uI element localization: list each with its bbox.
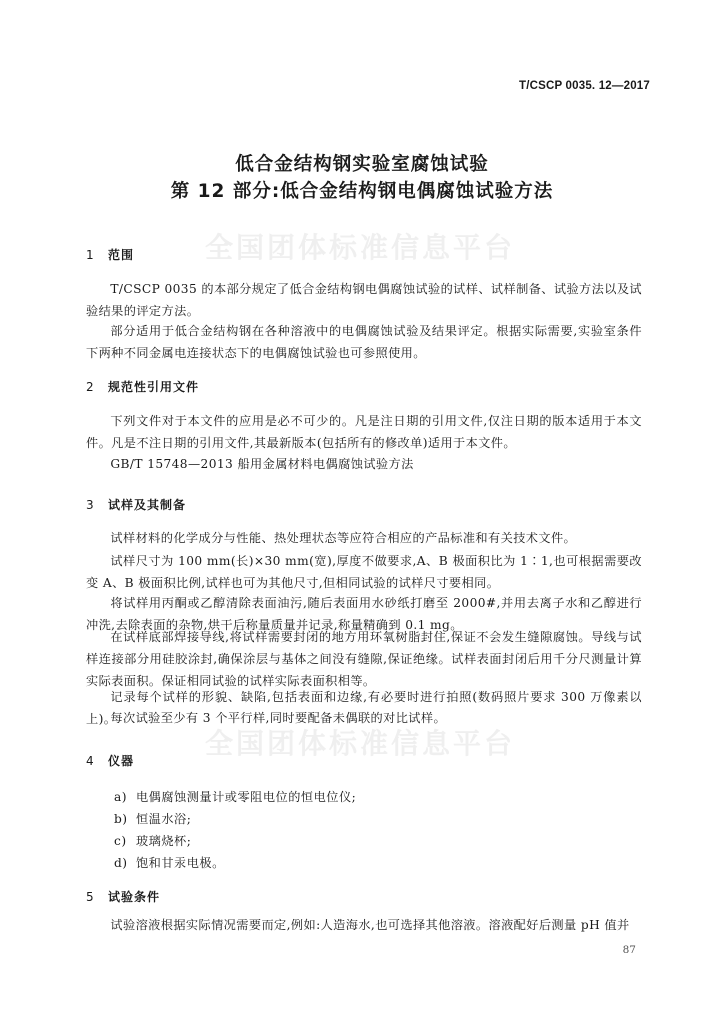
list-item bbox=[114, 854, 225, 871]
paragraph: 部分适用于低合金结构钢在各种溶液中的电偶腐蚀试验及结果评定。根据实际需要,实验室条件下两种不同金属电连接状态下的电偶腐蚀试验也可参照使用。 bbox=[86, 324, 642, 360]
list-item-text: 玻璃烧杯; bbox=[136, 834, 192, 848]
list-marker: c) bbox=[114, 834, 127, 848]
section-title: 范围 bbox=[108, 248, 135, 262]
section-number: 5 bbox=[86, 890, 94, 904]
section-number: 2 bbox=[86, 380, 94, 394]
section-heading bbox=[86, 496, 186, 513]
list-item-text: 饱和甘汞电极。 bbox=[136, 856, 225, 870]
paragraph: 试样材料的化学成分与性能、热处理状态等应符合相应的产品标准和有关技术文件。 bbox=[110, 531, 577, 545]
section-title: 试样及其制备 bbox=[108, 498, 187, 512]
paragraph: 每次试验至少有 3 个平行样,同时要配备未偶联的对比试样。 bbox=[110, 711, 447, 725]
section-number: 3 bbox=[86, 498, 94, 512]
reference-entry: GB/T 15748—2013 船用金属材料电偶腐蚀试验方法 bbox=[110, 457, 414, 471]
standard-code: T/CSCP 0035. 12—2017 bbox=[518, 80, 650, 92]
section-heading bbox=[86, 888, 160, 905]
paragraph: 记录每个试样的形貌、缺陷,包括表面和边缘,有必要时进行拍照(数码照片要求 300 万像素以上)。 bbox=[86, 690, 642, 726]
paragraph: 在试样底部焊接导线,将试样需要封闭的地方用环氧树脂封住,保证不会发生缝隙腐蚀。导线与试样连接部分用硅胶涂封,确保涂层与基体之间没有缝隙,保证绝缘。试样表面封闭后用千分尺测量计算实际表面积。保证相同试验的试样实际表面积相等。 bbox=[86, 630, 642, 688]
section-number: 1 bbox=[86, 248, 94, 262]
watermark-text: 全国团体标准信息平台 bbox=[204, 727, 515, 760]
document-subtitle: 第 12 部分:低合金结构钢电偶腐蚀试验方法 bbox=[170, 181, 554, 202]
paragraph: T/CSCP 0035 的本部分规定了低合金结构钢电偶腐蚀试验的试样、试样制备、试验方法以及试验结果的评定方法。 bbox=[86, 282, 642, 318]
section-title: 仪器 bbox=[108, 754, 135, 768]
paragraph: 试验溶液根据实际情况需要而定,例如:人造海水,也可选择其他溶液。溶液配好后测量 pH 值并 bbox=[110, 918, 630, 932]
section-number: 4 bbox=[86, 754, 94, 768]
list-item-text: 电偶腐蚀测量计或零阻电位的恒电位仪; bbox=[136, 790, 357, 804]
paragraph: 试样尺寸为 100 mm(长)×30 mm(宽),厚度不做要求,A、B 极面积比为 1∶1,也可根据需要改变 A、B 极面积比例,试样也可为其他尺寸,但相同试验的试样尺寸要相同。 bbox=[86, 554, 642, 590]
paragraph: 将试样用丙酮或乙醇清除表面油污,随后表面用水砂纸打磨至 2000#,并用去离子水和乙醇进行冲洗,去除表面的杂物,烘干后称量质量并记录,称量精确到 0.1 mg。 bbox=[86, 596, 642, 632]
list-item bbox=[114, 810, 191, 827]
section-title: 试验条件 bbox=[108, 890, 161, 904]
document-title: 低合金结构钢实验室腐蚀试验 bbox=[235, 154, 489, 175]
paragraph: 下列文件对于本文件的应用是必不可少的。凡是注日期的引用文件,仅注日期的版本适用于本文件。凡是不注日期的引用文件,其最新版本(包括所有的修改单)适用于本文件。 bbox=[86, 414, 642, 450]
list-marker: d) bbox=[114, 856, 128, 870]
watermark-text: 全国团体标准信息平台 bbox=[204, 231, 515, 264]
page-number: 87 bbox=[622, 944, 636, 956]
section-heading bbox=[86, 246, 134, 263]
list-marker: b) bbox=[114, 812, 128, 826]
section-title: 规范性引用文件 bbox=[108, 380, 200, 394]
section-heading bbox=[86, 378, 199, 395]
list-item-text: 恒温水浴; bbox=[136, 812, 192, 826]
section-heading bbox=[86, 752, 134, 769]
list-item bbox=[114, 788, 356, 805]
list-item bbox=[114, 832, 191, 849]
list-marker: a) bbox=[114, 790, 128, 804]
